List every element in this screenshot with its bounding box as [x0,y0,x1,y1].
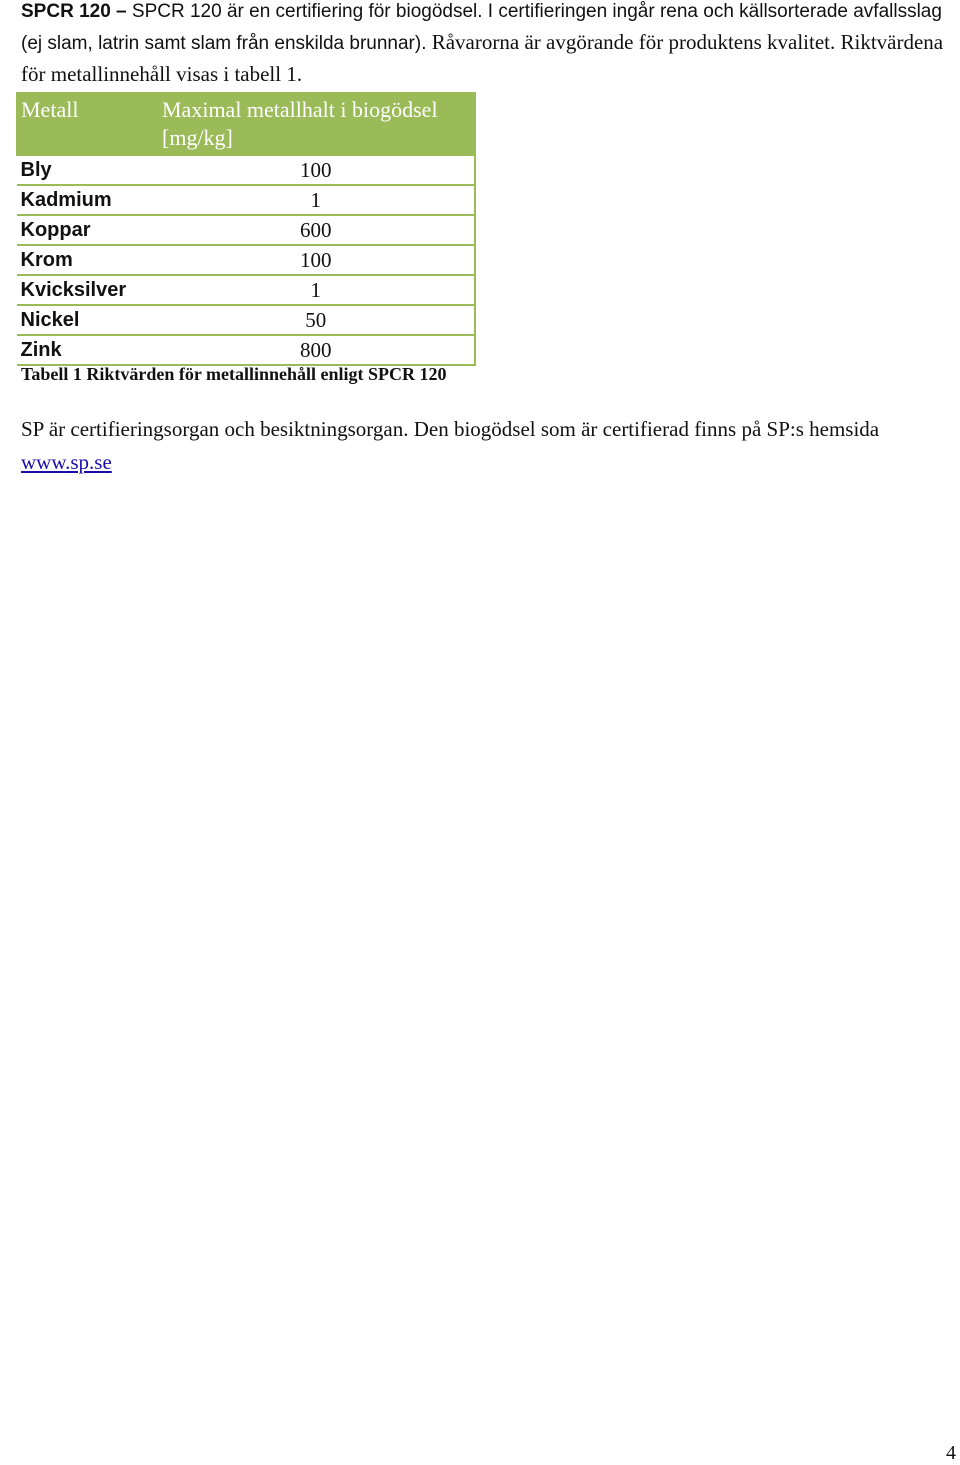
metal-name: Koppar [17,215,158,245]
table-row [17,245,476,275]
table-row [17,215,476,245]
column-header-metal: Metall [17,93,158,156]
intro-label: SPCR 120 – [21,1,127,22]
metal-limits-table [16,92,476,366]
table-row [17,305,476,335]
closing-paragraph [21,413,951,479]
table-caption: Tabell 1 Riktvärden för metallinnehåll enligt SPCR 120 [21,364,447,384]
sp-website-link[interactable]: www.sp.se [21,450,112,474]
intro-sentence-2: Råvarorna är avgörande för produktens kvalitet. Riktvärdena för metallinnehåll visas i tabell 1. [21,30,944,86]
metal-name: Krom [17,245,158,275]
metal-value: 1 [158,185,476,215]
metal-name: Nickel [17,305,158,335]
closing-text: SP är certifieringsorgan och besiktningsorgan. Den biogödsel som är certifierad finns på SP:s hemsida [21,417,880,441]
metal-value: 800 [158,335,476,365]
metal-name: Zink [17,335,158,365]
table-row [17,335,476,365]
metal-name: Kadmium [17,185,158,215]
metal-value: 1 [158,275,476,305]
table-row [17,185,476,215]
table-row [17,155,476,185]
page-number: 4 [946,1442,956,1464]
metal-value: 600 [158,215,476,245]
metal-value: 50 [158,305,476,335]
intro-sentence-1: SPCR 120 är en certifiering för biogödsel. I certifieringen ingår rena och källsorterade avfallsslag (ej slam, latrin samt slam från enskilda brunnar). [21,1,942,54]
metal-name: Kvicksilver [17,275,158,305]
metal-value: 100 [158,155,476,185]
table-row [17,275,476,305]
metal-value: 100 [158,245,476,275]
intro-paragraph [21,0,951,90]
table-header-row [17,93,476,156]
metal-name: Bly [17,155,158,185]
column-header-max-content: Maximal metallhalt i biogödsel [mg/kg] [158,93,476,156]
